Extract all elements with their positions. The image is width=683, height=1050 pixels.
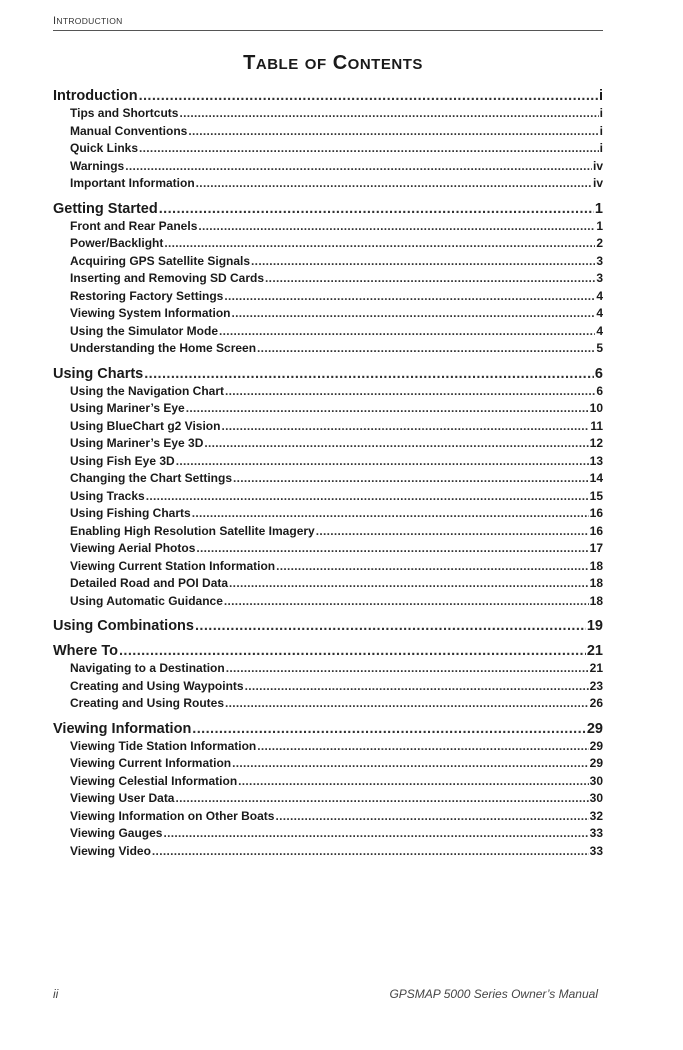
toc-subentry-title: Front and Rear Panels	[70, 218, 198, 233]
dot-leader	[245, 678, 589, 696]
toc-subentry-title: Using Mariner’s Eye	[70, 401, 185, 415]
dot-leader	[221, 418, 589, 436]
toc-subentry-title: Creating and Using Routes	[70, 696, 225, 710]
dot-leader	[196, 540, 588, 558]
dot-leader	[163, 825, 588, 843]
page-title: TABLE OF CONTENTS	[243, 52, 423, 74]
toc-chapter-page: i	[598, 88, 603, 104]
dot-leader	[257, 738, 588, 756]
toc-subentry[interactable]	[53, 140, 603, 158]
dot-leader	[175, 790, 588, 808]
dot-leader	[316, 523, 589, 541]
toc-subentry-page: 29	[589, 738, 603, 753]
running-header: INTRODUCTION	[53, 15, 123, 27]
toc-subentry[interactable]	[53, 270, 603, 288]
dot-leader	[119, 642, 586, 660]
footer-manual-name: GPSMAP 5000 Series Owner’s Manual	[389, 987, 598, 1001]
toc-subentry-page: 2	[596, 236, 603, 250]
toc-subentry[interactable]	[53, 175, 603, 193]
toc-subentry[interactable]	[53, 400, 603, 418]
toc-subentry[interactable]	[53, 235, 603, 253]
toc-chapter-page: 1	[594, 200, 603, 217]
toc-subentry-title: Quick Links	[70, 141, 139, 155]
toc-subentry-title: Viewing Current Station Information	[70, 558, 276, 573]
toc-subentry[interactable]	[53, 695, 603, 713]
table-of-contents	[53, 87, 603, 867]
toc-subentry-page: 18	[589, 593, 603, 608]
toc-subentry-title: Viewing Celestial Information	[70, 773, 238, 788]
toc-subentry-page: i	[599, 106, 603, 120]
toc-chapter-entry[interactable]	[53, 642, 603, 660]
toc-subentry[interactable]	[53, 660, 603, 678]
toc-subentry-title: Changing the Chart Settings	[70, 471, 232, 485]
toc-subentry[interactable]	[53, 305, 603, 323]
toc-chapter-page: 21	[586, 643, 603, 659]
toc-subentry-title: Acquiring GPS Satellite Signals	[70, 253, 251, 268]
toc-subentry-page: 30	[589, 791, 603, 805]
toc-subentry[interactable]	[53, 453, 603, 471]
toc-subentry-page: 4	[596, 288, 603, 303]
toc-subentry-title: Using the Simulator Mode	[70, 323, 219, 338]
toc-subentry-title: Viewing Gauges	[70, 826, 163, 840]
toc-subentry-title: Warnings	[70, 158, 125, 173]
toc-subentry-page: 16	[589, 506, 603, 520]
toc-chapter-entry[interactable]	[53, 617, 603, 635]
toc-subentry-page: 26	[589, 696, 603, 710]
toc-subentry-title: Viewing System Information	[70, 306, 231, 320]
dot-leader	[139, 87, 598, 105]
toc-subentry[interactable]	[53, 843, 603, 861]
dot-leader	[195, 617, 586, 635]
toc-subentry-page: 23	[589, 678, 603, 693]
dot-leader	[251, 253, 595, 271]
toc-subentry-title: Viewing Information on Other Boats	[70, 808, 275, 823]
toc-subentry-title: Power/Backlight	[70, 236, 164, 250]
toc-subentry[interactable]	[53, 253, 603, 271]
toc-subentry-page: 5	[596, 341, 603, 355]
dot-leader	[275, 808, 588, 826]
toc-subentry[interactable]	[53, 808, 603, 826]
toc-subentry-page: 18	[589, 558, 603, 573]
toc-chapter-title: Where To	[53, 643, 118, 659]
toc-subentry-title: Inserting and Removing SD Cards	[70, 271, 265, 285]
toc-subentry[interactable]	[53, 488, 603, 506]
dot-leader	[257, 340, 595, 358]
toc-subentry-page: 3	[596, 271, 603, 285]
toc-subentry-title: Using Fish Eye 3D	[70, 453, 175, 468]
toc-subentry[interactable]	[53, 790, 603, 808]
toc-subentry-page: 15	[589, 488, 603, 503]
toc-subentry-page: 17	[589, 541, 603, 555]
dot-leader	[179, 105, 598, 123]
toc-subentry-page: 11	[590, 418, 603, 433]
dot-leader	[226, 660, 589, 678]
toc-section	[53, 642, 603, 713]
footer-page-number: ii	[53, 987, 59, 1001]
dot-leader	[225, 383, 595, 401]
toc-chapter-title: Getting Started	[53, 200, 158, 217]
dot-leader	[229, 575, 589, 593]
dot-leader	[139, 140, 599, 158]
toc-subentry-page: 18	[589, 576, 603, 590]
dot-leader	[204, 435, 588, 453]
toc-subentry-title: Understanding the Home Screen	[70, 341, 257, 355]
dot-leader	[224, 288, 595, 306]
toc-subentry[interactable]	[53, 123, 603, 141]
toc-subentry-page: 14	[589, 471, 603, 485]
toc-subentry[interactable]	[53, 158, 603, 176]
dot-leader	[231, 305, 595, 323]
toc-subentry-page: iv	[592, 176, 603, 190]
dot-leader	[233, 470, 589, 488]
toc-subentry[interactable]	[53, 773, 603, 791]
dot-leader	[238, 773, 588, 791]
toc-subentry[interactable]	[53, 288, 603, 306]
dot-leader	[192, 720, 586, 738]
toc-subentry-page: 21	[589, 661, 603, 675]
toc-chapter-title: Introduction	[53, 88, 138, 104]
toc-section	[53, 200, 603, 358]
toc-subentry-title: Using BlueChart g2 Vision	[70, 418, 221, 433]
toc-subentry-page: 12	[589, 436, 603, 450]
dot-leader	[125, 158, 592, 176]
toc-subentry-title: Enabling High Resolution Satellite Imagery	[70, 523, 315, 538]
dot-leader	[276, 558, 589, 576]
toc-subentry[interactable]	[53, 418, 603, 436]
toc-subentry-title: Using Mariner’s Eye 3D	[70, 436, 204, 450]
toc-subentry-title: Navigating to a Destination	[70, 661, 225, 675]
toc-section	[53, 87, 603, 193]
header-rule	[53, 30, 603, 31]
toc-subentry-title: Detailed Road and POI Data	[70, 576, 229, 590]
toc-subentry-title: Using Tracks	[70, 488, 145, 503]
dot-leader	[186, 400, 589, 418]
toc-subentry[interactable]	[53, 340, 603, 358]
toc-subentry-page: 16	[589, 523, 603, 538]
toc-subentry-page: 4	[596, 323, 603, 338]
dot-leader	[198, 218, 595, 236]
dot-leader	[144, 365, 594, 383]
dot-leader	[265, 270, 595, 288]
toc-subentry[interactable]	[53, 218, 603, 236]
toc-subentry-page: 30	[589, 773, 603, 788]
toc-section	[53, 365, 603, 611]
toc-subentry[interactable]	[53, 678, 603, 696]
toc-subentry[interactable]	[53, 435, 603, 453]
toc-subentry-page: 33	[589, 826, 603, 840]
toc-subentry[interactable]	[53, 575, 603, 593]
toc-subentry-title: Using Fishing Charts	[70, 506, 191, 520]
toc-subentry-title: Viewing Aerial Photos	[70, 541, 196, 555]
dot-leader	[152, 843, 589, 861]
toc-subentry[interactable]	[53, 755, 603, 773]
toc-subentry-title: Viewing Tide Station Information	[70, 738, 257, 753]
toc-subentry-title: Important Information	[70, 176, 195, 190]
toc-subentry[interactable]	[53, 383, 603, 401]
toc-section	[53, 617, 603, 635]
toc-subentry-page: 4	[596, 306, 603, 320]
toc-subentry-title: Viewing Video	[70, 843, 151, 858]
toc-chapter-page: 6	[594, 365, 603, 382]
toc-section	[53, 720, 603, 861]
dot-leader	[188, 123, 598, 141]
dot-leader	[219, 323, 595, 341]
toc-subentry-title: Creating and Using Waypoints	[70, 678, 244, 693]
toc-chapter-title: Using Combinations	[53, 618, 194, 634]
dot-leader	[159, 200, 594, 218]
toc-subentry[interactable]	[53, 558, 603, 576]
toc-subentry[interactable]	[53, 470, 603, 488]
dot-leader	[232, 755, 589, 773]
toc-chapter-entry[interactable]	[53, 87, 603, 105]
dot-leader	[192, 505, 589, 523]
toc-subentry[interactable]	[53, 738, 603, 756]
toc-subentry-title: Using Automatic Guidance	[70, 593, 223, 608]
toc-subentry[interactable]	[53, 523, 603, 541]
toc-chapter-entry[interactable]	[53, 200, 603, 218]
dot-leader	[196, 175, 592, 193]
toc-subentry[interactable]	[53, 505, 603, 523]
toc-chapter-title: Viewing Information	[53, 720, 192, 737]
toc-subentry-title: Viewing User Data	[70, 791, 175, 805]
toc-subentry[interactable]	[53, 593, 603, 611]
toc-subentry-title: Using the Navigation Chart	[70, 383, 225, 398]
toc-subentry-page: i	[599, 141, 603, 155]
toc-chapter-page: 29	[586, 720, 603, 737]
toc-subentry-title: Manual Conventions	[70, 123, 188, 138]
dot-leader	[146, 488, 589, 506]
toc-subentry-page: 1	[596, 218, 603, 233]
toc-subentry[interactable]	[53, 825, 603, 843]
toc-chapter-entry[interactable]	[53, 720, 603, 738]
toc-subentry-page: 32	[589, 808, 603, 823]
toc-subentry-title: Viewing Current Information	[70, 756, 232, 770]
dot-leader	[224, 593, 589, 611]
toc-chapter-title: Using Charts	[53, 365, 144, 382]
toc-chapter-page: 19	[586, 618, 603, 634]
dot-leader	[164, 235, 595, 253]
toc-subentry-page: 33	[589, 843, 603, 858]
toc-subentry[interactable]	[53, 105, 603, 123]
toc-subentry-page: 10	[589, 401, 603, 415]
toc-subentry-page: i	[599, 123, 603, 138]
toc-subentry-title: Restoring Factory Settings	[70, 288, 224, 303]
toc-subentry[interactable]	[53, 323, 603, 341]
dot-leader	[225, 695, 589, 713]
dot-leader	[176, 453, 589, 471]
toc-subentry-page: 6	[596, 383, 603, 398]
toc-subentry[interactable]	[53, 540, 603, 558]
toc-subentry-page: 13	[589, 453, 603, 468]
toc-chapter-entry[interactable]	[53, 365, 603, 383]
toc-subentry-title: Tips and Shortcuts	[70, 106, 179, 120]
toc-subentry-page: 3	[596, 253, 603, 268]
toc-subentry-page: 29	[589, 756, 603, 770]
toc-subentry-page: iv	[592, 158, 603, 173]
